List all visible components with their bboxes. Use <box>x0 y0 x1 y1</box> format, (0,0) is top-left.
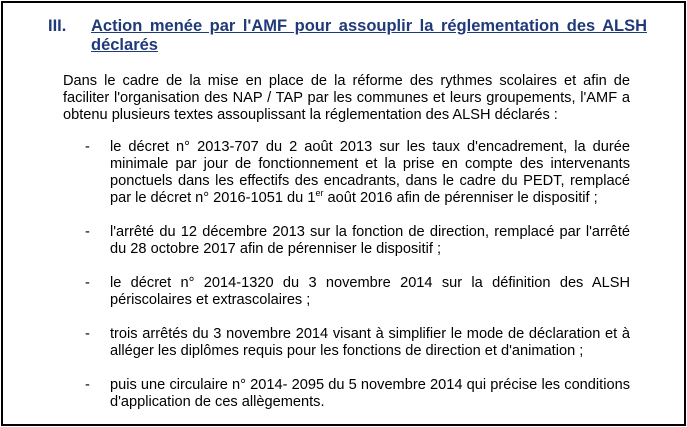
list-item-text-part: août 2016 afin de pérenniser le dispositif ; <box>323 190 598 206</box>
list-item <box>85 275 630 309</box>
list-item-text: l'arrêté du 12 décembre 2013 sur la fonction de direction, remplacé par l'arrêté du 28 octobre 2017 afin de pérenniser le dispositif ; <box>110 224 630 257</box>
section-number: III. <box>48 17 67 35</box>
ordinal-superscript: er <box>315 188 324 198</box>
list-bullet: - <box>85 275 90 291</box>
list-item-text <box>110 139 630 207</box>
list-item-text-part: le décret n° 2013-707 du 2 août 2013 sur les taux d'encadrement, la durée minimale par jour de fonctionnement et la prise en compte des intervenants ponctuels dans les effectifs des encadrants, dans le cadre du PEDT, remplacé par le décret n° 2016-1051 du 1 <box>110 139 630 206</box>
list-item <box>85 224 630 258</box>
section-title: Action menée par l'AMF pour assouplir la réglementation des ALSH déclarés <box>91 17 647 54</box>
list-bullet: - <box>85 377 90 393</box>
document-frame <box>1 1 686 426</box>
list-bullet: - <box>85 326 90 342</box>
list-item <box>85 326 630 360</box>
list-item-text: trois arrêtés du 3 novembre 2014 visant à simplifier le mode de déclaration et à alléger les diplômes requis pour les fonctions de direction et d'animation ; <box>110 326 630 359</box>
section-heading <box>48 17 647 55</box>
measures-list <box>85 139 630 411</box>
list-item-text: puis une circulaire n° 2014- 2095 du 5 novembre 2014 qui précise les conditions d'application de ces allègements. <box>110 377 630 410</box>
list-item <box>85 377 630 411</box>
list-item <box>85 139 630 207</box>
list-bullet: - <box>85 139 90 155</box>
list-item-text: le décret n° 2014-1320 du 3 novembre 2014 sur la définition des ALSH périscolaires et extrascolaires ; <box>110 275 630 308</box>
list-bullet: - <box>85 224 90 240</box>
intro-paragraph: Dans le cadre de la mise en place de la réforme des rythmes scolaires et afin de faciliter l'organisation des NAP / TAP par les communes et leurs groupements, l'AMF a obtenu plusieurs textes assouplissant la réglementation des ALSH déclarés : <box>63 73 630 123</box>
